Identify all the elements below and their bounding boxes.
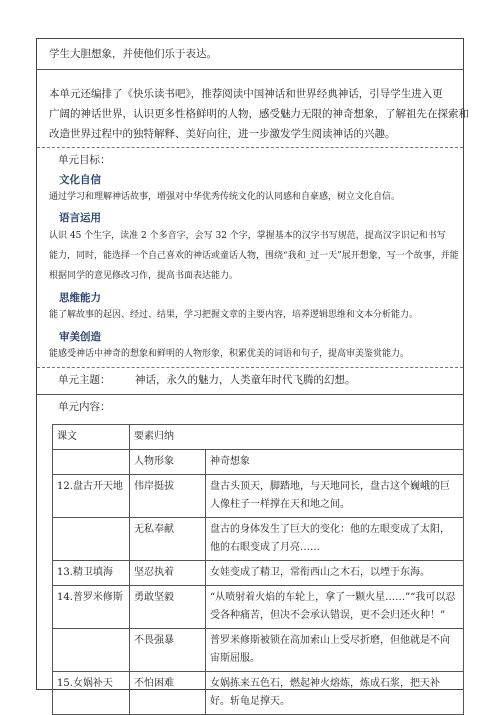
paragraph-line-1: 本单元还编排了《快乐读书吧》，推荐阅读中国神话和世界经典神话，引导学生进入更	[49, 88, 443, 100]
imagination-cell: 女娲拣来五色石，燃起神火熔炼，炼成石浆，把天补好。斩龟足撑天。	[206, 672, 464, 715]
lesson-cell: 14.普罗米修斯	[53, 586, 130, 629]
figure-cell: 不畏强暴	[130, 629, 206, 672]
goal-text: 能了解故事的起因、经过、结果，学习把握文章的主要内容，培养逻辑思维和文本分析能力。	[49, 310, 419, 320]
imagination-cell: 普罗米修斯被锁在高加索山上受尽折磨，但他就是不向宙斯屈服。	[206, 629, 464, 672]
table-row	[53, 629, 464, 672]
goals-label: 单元目标：	[58, 154, 111, 166]
figure-cell: 不怕困难	[130, 672, 206, 715]
imagination-cell: “从喷射着火焰的车轮上，拿了一颗火星……”“我可以忍受各种痛苦，但决不会承认错误，更不会归还火种！”	[206, 586, 464, 629]
paragraph-line-3: 改造世界过程中的独特解释、美好向往，进一步激发学生阅读神话的兴趣。	[49, 128, 396, 140]
goal-text: 根据同学的意见修改习作，提高书面表达能力。	[49, 271, 239, 281]
table-header-summary: 要素归纳	[130, 425, 464, 450]
goal-text: 通过学习和理解神话故事，增强对中华优秀传统文化的认同感和自豪感，树立文化自信。	[49, 192, 401, 202]
divider	[37, 69, 463, 70]
goal-text: 能感受神话中神奇的想象和鲜明的人物形象，积累优美的词语和句子，提高审美鉴赏能力。	[49, 349, 410, 359]
lesson-cell: 13.精卫填海	[53, 561, 130, 586]
lesson-cell: 15.女娲补天	[53, 672, 130, 715]
goal-text: 认识 45 个生字，读准 2 个多音字，会写 32 个字，掌握基本的汉字书写规范，提高汉字识记和书写	[49, 231, 446, 241]
goal-heading-language: 语言运用	[59, 212, 101, 224]
lesson-cell	[53, 629, 130, 672]
table-row	[53, 586, 464, 629]
unit-content-table	[52, 424, 464, 715]
imagination-cell: 盘古头顶天，脚踏地，与天地同长，盘古这个巍峨的巨人像柱子一样撑在天和地之间。	[206, 475, 464, 518]
table-header-figure: 人物形象	[130, 450, 206, 475]
lesson-plan-frame	[36, 38, 469, 707]
table-row	[53, 561, 464, 586]
figure-cell: 无私奉献	[130, 518, 206, 561]
goal-heading-aesthetic: 审美创造	[59, 331, 101, 343]
table-header-row	[53, 425, 464, 450]
table-header-lesson: 课文	[53, 425, 130, 450]
lesson-cell: 12.盘古开天地	[53, 475, 130, 518]
figure-cell: 坚忍执着	[130, 561, 206, 586]
lesson-cell	[53, 518, 130, 561]
figure-cell: 勇敢坚毅	[130, 586, 206, 629]
table-subheader-row	[53, 450, 464, 475]
imagination-cell: 女娃变成了精卫，常衔西山之木石，以堙于东海。	[206, 561, 464, 586]
table-row	[53, 518, 464, 561]
content-label: 单元内容：	[58, 401, 111, 413]
table-cell-empty	[53, 450, 130, 475]
goal-text: 能力，同时，能选择一个自己喜欢的神话或童话人物，围绕“我和_过一天”展开想象，写一个故事，并能	[49, 251, 459, 261]
paragraph-line-2: 广阔的神话世界，认识更多性格鲜明的人物，感受魅力无限的神奇想象，了解祖先在探索和	[49, 108, 469, 120]
intro-line: 学生大胆想象，并使他们乐于表达。	[49, 48, 217, 60]
table-header-imagination: 神奇想象	[206, 450, 464, 475]
divider	[37, 394, 463, 395]
goal-heading-culture: 文化自信	[59, 174, 101, 186]
theme-label: 单元主题：	[58, 374, 111, 386]
divider	[37, 367, 463, 368]
theme-text: 神话，永久的魅力，人类童年时代飞腾的幻想。	[135, 374, 356, 386]
table-row	[53, 672, 464, 715]
imagination-cell: 盘古的身体发生了巨大的变化：他的左眼变成了太阳，他的右眼变成了月亮……	[206, 518, 464, 561]
goal-heading-thinking: 思维能力	[59, 292, 101, 304]
table-row	[53, 475, 464, 518]
divider	[37, 147, 463, 148]
figure-cell: 伟岸挺拔	[130, 475, 206, 518]
